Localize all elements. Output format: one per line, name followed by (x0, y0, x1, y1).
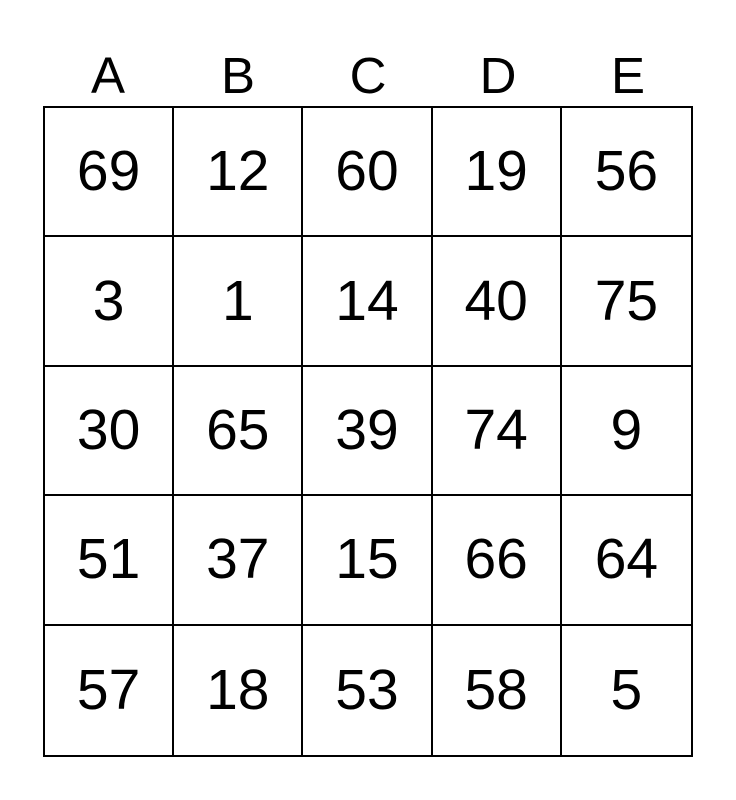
cell-d4[interactable]: 66 (433, 496, 562, 625)
cell-b3[interactable]: 65 (174, 367, 303, 496)
column-header-b: B (220, 47, 256, 104)
column-header-c: C (349, 47, 387, 104)
cell-c4[interactable]: 15 (303, 496, 432, 625)
cell-c1[interactable]: 60 (303, 108, 432, 237)
cell-e1[interactable]: 56 (562, 108, 691, 237)
cell-d5[interactable]: 58 (433, 626, 562, 755)
cell-a4[interactable]: 51 (45, 496, 174, 625)
column-header-e: E (610, 47, 646, 104)
cell-c5[interactable]: 53 (303, 626, 432, 755)
cell-d3[interactable]: 74 (433, 367, 562, 496)
cell-a1[interactable]: 69 (45, 108, 174, 237)
cell-e2[interactable]: 75 (562, 237, 691, 366)
bingo-grid (43, 106, 693, 757)
cell-b1[interactable]: 12 (174, 108, 303, 237)
column-header-row (43, 40, 693, 106)
cell-b4[interactable]: 37 (174, 496, 303, 625)
cell-e4[interactable]: 64 (562, 496, 691, 625)
cell-a2[interactable]: 3 (45, 237, 174, 366)
cell-a3[interactable]: 30 (45, 367, 174, 496)
cell-b2[interactable]: 1 (174, 237, 303, 366)
column-header-a: A (90, 47, 126, 104)
column-header-d: D (479, 47, 517, 104)
cell-b5[interactable]: 18 (174, 626, 303, 755)
cell-d2[interactable]: 40 (433, 237, 562, 366)
cell-e5[interactable]: 5 (562, 626, 691, 755)
cell-c3[interactable]: 39 (303, 367, 432, 496)
cell-d1[interactable]: 19 (433, 108, 562, 237)
cell-e3[interactable]: 9 (562, 367, 691, 496)
cell-a5[interactable]: 57 (45, 626, 174, 755)
bingo-card (43, 40, 693, 757)
cell-c2[interactable]: 14 (303, 237, 432, 366)
